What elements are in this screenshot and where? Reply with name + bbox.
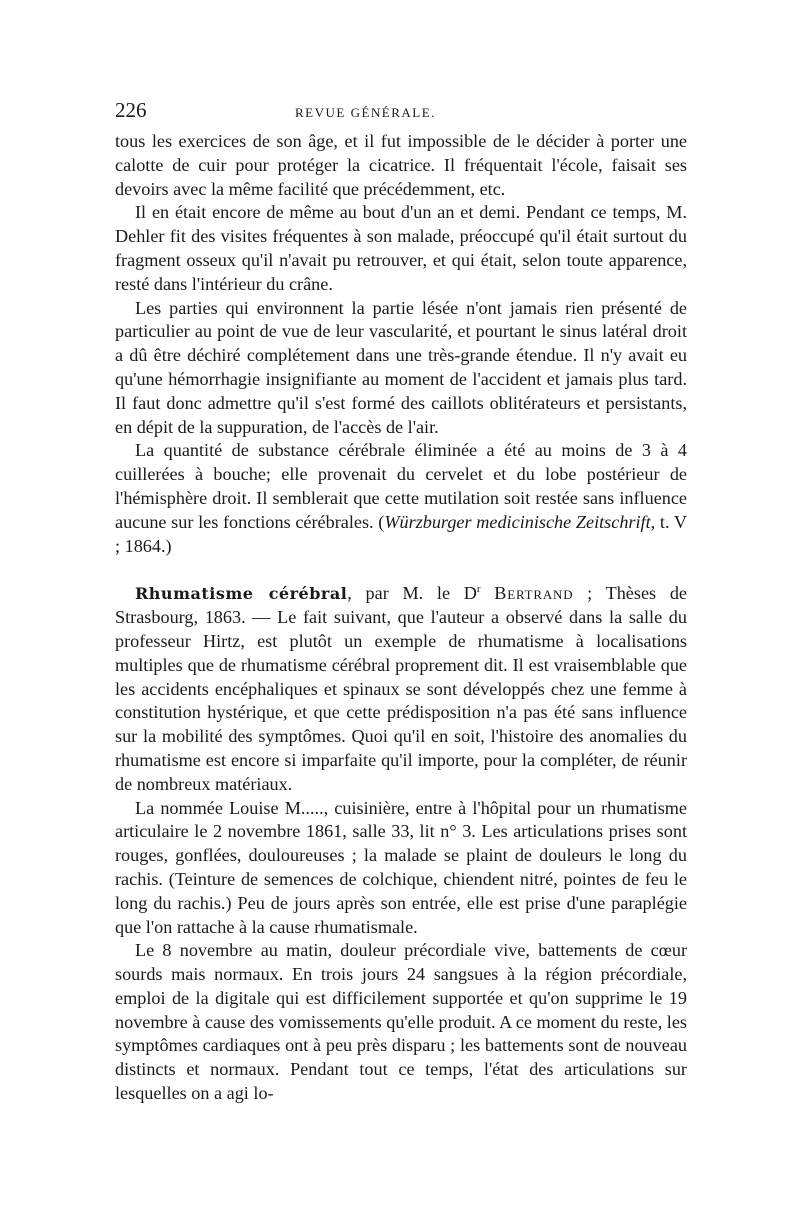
- by-text: , par M. le D: [347, 583, 477, 604]
- author-name: Bertrand: [494, 583, 574, 604]
- paragraph-citation: [115, 439, 687, 558]
- paragraph: Il en était encore de même au bout d'un an et demi. Pendant ce temps, M. Dehler fit des visites fréquentes à son malade, préoccupé qu'il était surtout du fragment osseux qu'il n'avait pu retrouver, et qui était, selon toute apparence, resté dans l'intérieur du crâne.: [115, 202, 687, 294]
- section-title: Rhumatisme cérébral: [135, 584, 348, 604]
- page: [115, 98, 687, 1106]
- intro-text: ; Thèses de Strasbourg, 1863. — Le fait suivant, que l'auteur a observé dans la salle du professeur Hirtz, est plutôt un exemple de rhumatisme à localisations multiples que de rhumatisme cérébral proprement dit. Il est vraisemblable que les accidents encéphaliques et spinaux se sont développés chez une femme à constitution hystérique, et que cette prédisposition n'a pas été sans influence sur la mobilité des symptômes. Quoi qu'il en soit, l'histoire des anomalies du rhumatisme est encore si imparfaite qu'il importe, pour la compléter, de réunir de nombreux matériaux.: [115, 583, 687, 794]
- paragraph: Le 8 novembre au matin, douleur précordiale vive, battements de cœur sourds mais normaux. En trois jours 24 sangsues à la région précordiale, emploi de la digitale qui est difficilement supportée et qu'on supprime le 19 novembre à cause des vomissements qu'elle produit. A ce moment du reste, les symptômes cardiaques ont à peu près disparu ; les battements sont de nouveau distincts et normaux. Pendant tout ce temps, l'état des articulations sur lesquelles on a agi lo-: [115, 940, 687, 1104]
- journal-title: Würzburger medicinische Zeitschrift: [384, 511, 651, 532]
- paragraph: La nommée Louise M....., cuisinière, entre à l'hôpital pour un rhumatisme articulaire le 2 novembre 1861, salle 33, lit n° 3. Les articulations prises sont rouges, gonflées, douloureuses ; la malade se plaint de douleurs le long du rachis. (Teinture de semences de colchique, chiendent nitré, pointes de feu le long du rachis.) Peu de jours après son entrée, elle est prise d'une paraplégie que l'on rattache à la cause rhumatismale.: [115, 797, 687, 937]
- page-header: [115, 98, 687, 130]
- paragraph: tous les exercices de son âge, et il fut impossible de le décider à porter une calotte de cuir pour protéger la cicatrice. Il fréquentait l'école, faisait ses devoirs avec la même facilité que précédemment, etc.: [115, 131, 687, 199]
- dr-superscript: r: [476, 583, 481, 596]
- article-body: [115, 130, 687, 1106]
- citation-tail: , t. V ; 1864.): [115, 511, 687, 556]
- section-gap: [115, 558, 687, 582]
- running-title: REVUE GÉNÉRALE.: [295, 105, 436, 120]
- paragraph-text: La quantité de substance cérébrale éliminée a été au moins de 3 à 4 cuillerées à bouche; elle provenait du cervelet et du lobe postérieur de l'hémisphère droit. Il semblerait que cette mutilation soit restée sans influence aucune sur les fonctions cérébrales. (: [115, 440, 687, 532]
- page-number: 226: [115, 98, 147, 122]
- paragraph: Les parties qui environnent la partie lésée n'ont jamais rien présenté de particulier au point de vue de leur vascularité, et pourtant le sinus latéral droit a dû être déchiré complétement dans une très-grande étendue. Il n'y avait eu qu'une hémorrhagie insignifiante au moment de l'accident et jamais plus tard. Il faut donc admettre qu'il s'est formé des caillots oblitérateurs et persistants, en dépit de la suppuration, de l'accès de l'air.: [115, 297, 687, 437]
- section-intro: [115, 582, 687, 796]
